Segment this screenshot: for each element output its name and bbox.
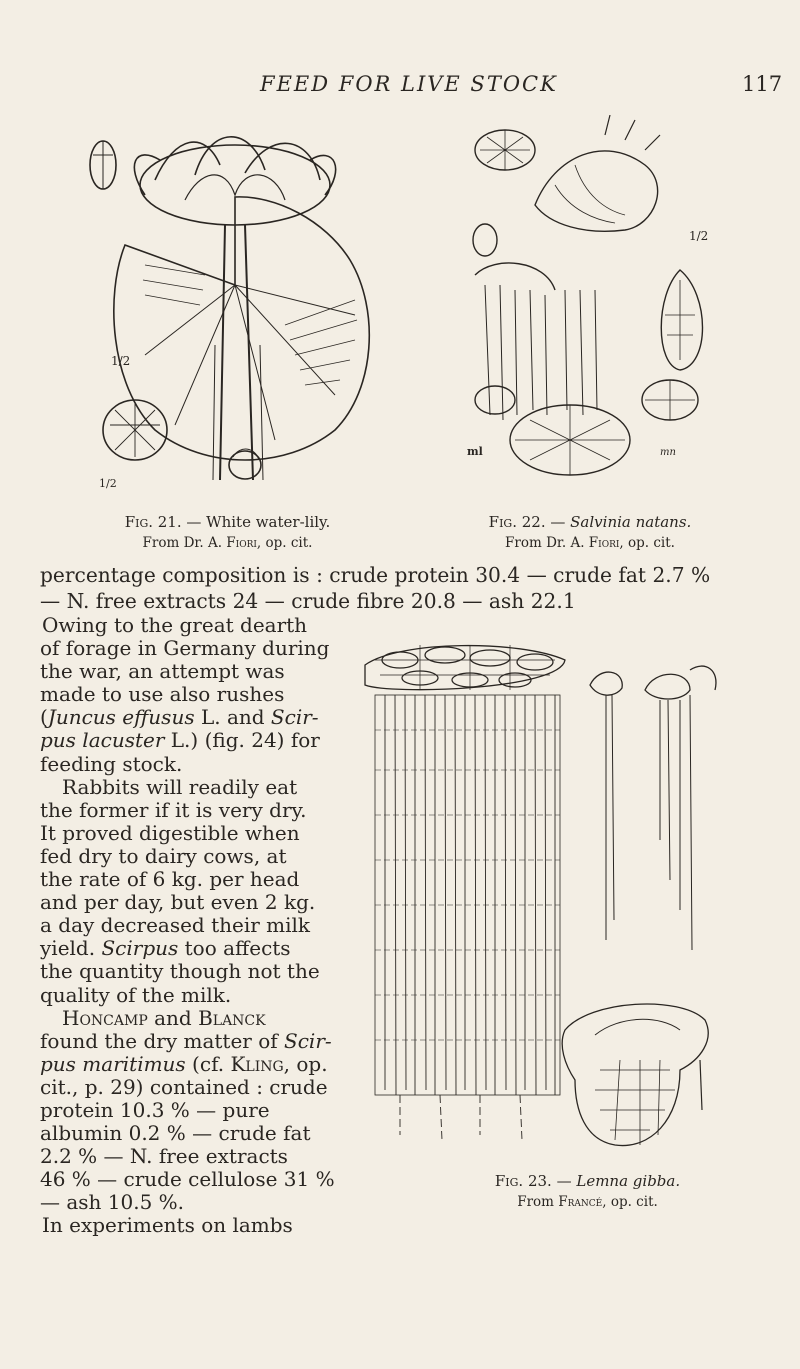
col-line xyxy=(40,729,340,752)
col-line: Owing to the great dearth xyxy=(42,613,308,637)
col-span: , op. xyxy=(283,1051,328,1076)
col-line: a day decreased their milk xyxy=(40,913,311,938)
fig23-caption-source xyxy=(455,1192,720,1213)
fig22-dash: — xyxy=(545,513,571,531)
fig23-title: Lemna gibba. xyxy=(576,1172,681,1190)
col-span-smallcaps: Kling xyxy=(230,1051,284,1076)
col-line: fed dry to dairy cows, at xyxy=(40,843,287,868)
fig21-title: White water-lily. xyxy=(206,513,331,531)
fig22-source-author: Fiori xyxy=(588,535,620,551)
fig21-source-prefix: From Dr. A. xyxy=(142,535,227,551)
col-span: L. and xyxy=(194,705,271,730)
col-line: the rate of 6 kg. per head xyxy=(40,867,300,892)
water-lily-drawing xyxy=(85,125,385,495)
fig23-source-author: Francé xyxy=(558,1194,603,1210)
col-span: (cf. xyxy=(185,1051,231,1076)
col-span-italic: Juncus effusus xyxy=(47,705,195,730)
running-title: FEED FOR LIVE STOCK xyxy=(260,72,558,96)
col-span-italic: Scir- xyxy=(270,705,319,730)
col-span: found the dry matter of xyxy=(40,1028,285,1053)
fig22-label-left: ml xyxy=(467,445,483,458)
col-span-smallcaps: Blanck xyxy=(198,1005,266,1030)
figure-22-caption xyxy=(455,512,725,554)
fig21-caption-line1 xyxy=(90,512,365,533)
figure-22-illustration xyxy=(455,115,715,490)
lemna-drawing xyxy=(360,640,740,1170)
col-line: In experiments on lambs xyxy=(42,1213,293,1238)
col-span: L.) (fig. 24) for xyxy=(164,728,320,753)
page-number: 117 xyxy=(742,72,783,96)
col-span-smallcaps: Honcamp xyxy=(62,1005,148,1030)
col-line: albumin 0.2 % — crude fat xyxy=(40,1121,311,1146)
col-line: the war, an attempt was xyxy=(40,659,285,684)
fig22-label-right: mn xyxy=(660,447,676,458)
salvinia-drawing xyxy=(455,115,715,490)
col-span: ( xyxy=(40,705,48,730)
col-span-italic: pus maritimus xyxy=(40,1051,186,1076)
left-column-text xyxy=(40,614,340,1238)
body-line-2: — N. free extracts 24 — crude fibre 20.8 — ash 22.1 xyxy=(40,589,576,613)
col-line: and per day, but even 2 kg. xyxy=(40,890,316,915)
col-line: made to use also rushes xyxy=(40,682,285,707)
col-line: the quantity though not the xyxy=(40,959,320,984)
fig21-corner-mark: 1/2 xyxy=(99,477,117,490)
col-span: too affects xyxy=(178,936,291,961)
col-line: quality of the milk. xyxy=(40,982,232,1007)
fig21-scale-mark: 1/2 xyxy=(111,354,131,368)
col-line xyxy=(40,1007,340,1030)
fig21-source-suffix: , op. cit. xyxy=(256,535,313,551)
col-span-italic: Scir- xyxy=(284,1028,332,1053)
fig23-source-prefix: From xyxy=(517,1194,559,1210)
col-line: 46 % — crude cellulose 31 % xyxy=(40,1167,335,1192)
col-line xyxy=(40,1053,340,1076)
col-line: the former if it is very dry. xyxy=(40,797,307,822)
col-line: protein 10.3 % — pure xyxy=(40,1097,270,1122)
col-line xyxy=(40,937,340,960)
fig21-caption-source xyxy=(90,533,365,554)
figure-21-illustration xyxy=(85,125,385,495)
col-span: and xyxy=(147,1005,199,1030)
col-line: Rabbits will readily eat xyxy=(62,774,298,799)
figure-23-illustration xyxy=(360,640,740,1170)
col-line xyxy=(40,1030,340,1053)
figure-21-caption xyxy=(90,512,365,554)
fig21-dash: — xyxy=(181,513,207,531)
fig22-caption-line1 xyxy=(455,512,725,533)
col-span: yield. xyxy=(40,936,102,961)
col-line: cit., p. 29) contained : crude xyxy=(40,1074,328,1099)
fig22-label: Fig. 22. xyxy=(488,513,546,531)
col-line: — ash 10.5 %. xyxy=(40,1190,185,1215)
fig23-dash: — xyxy=(551,1172,577,1190)
fig22-caption-source xyxy=(455,533,725,554)
fig21-source-author: Fiori xyxy=(226,535,257,551)
col-line xyxy=(40,706,340,729)
col-span-italic: pus lacuster xyxy=(40,728,165,753)
fig22-title: Salvinia natans. xyxy=(570,513,692,531)
col-line: It proved digestible when xyxy=(40,820,300,845)
fig22-source-prefix: From Dr. A. xyxy=(505,535,589,551)
figure-23-caption xyxy=(455,1171,720,1213)
fig23-caption-line1 xyxy=(455,1171,720,1192)
body-line-1: percentage composition is : crude protein 30.4 — crude fat 2.7 % xyxy=(40,563,711,587)
fig22-scale-mark: 1/2 xyxy=(689,229,709,243)
fig22-source-suffix: , op. cit. xyxy=(619,535,675,551)
col-span-italic: Scirpus xyxy=(101,936,179,961)
fig21-label: Fig. 21. xyxy=(124,513,182,531)
col-line: of forage in Germany during xyxy=(40,636,330,661)
col-line: 2.2 % — N. free extracts xyxy=(40,1144,288,1169)
col-line: feeding stock. xyxy=(40,751,183,776)
fig23-label: Fig. 23. xyxy=(494,1172,552,1190)
fig23-source-suffix: , op. cit. xyxy=(602,1194,658,1210)
running-head xyxy=(0,70,800,110)
